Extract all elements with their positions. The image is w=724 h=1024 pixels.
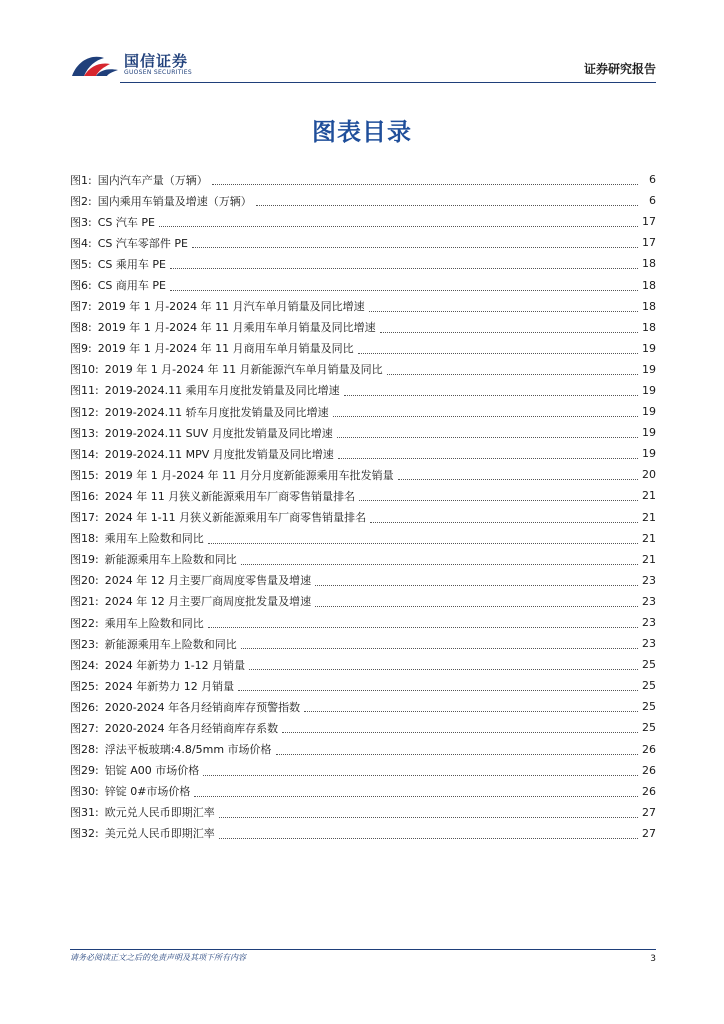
figure-title: CS 汽车零部件 PE [97, 236, 188, 250]
toc-entry[interactable] [70, 169, 656, 190]
guosen-logo [70, 48, 220, 82]
figure-number: 图16: [70, 489, 99, 503]
toc-entry[interactable] [70, 781, 656, 802]
dot-leader [192, 235, 638, 248]
figure-title: 乘用车上险数和同比 [104, 616, 204, 630]
toc-entry[interactable] [70, 296, 656, 317]
figure-number: 图14: [70, 447, 99, 461]
figure-title: 2019-2024.11 轿车月度批发销量及同比增速 [104, 405, 329, 419]
figure-number: 图9: [70, 342, 92, 356]
dot-leader [170, 256, 638, 269]
toc-entry[interactable] [70, 380, 656, 401]
figure-number: 图31: [70, 806, 99, 820]
figure-page-number: 21 [642, 510, 656, 524]
dot-leader [203, 763, 638, 776]
figure-page-number: 23 [642, 637, 656, 651]
toc-entry[interactable] [70, 696, 656, 717]
dot-leader [219, 826, 638, 839]
figure-title: 2019-2024.11 MPV 月度批发销量及同比增速 [104, 447, 334, 461]
figure-title: 国内汽车产量（万辆） [97, 173, 208, 187]
figure-title: CS 商用车 PE [97, 279, 166, 293]
figure-title: 2020-2024 年各月经销商库存预警指数 [104, 700, 301, 714]
dot-leader [276, 742, 638, 755]
dot-leader [249, 657, 638, 670]
toc-entry[interactable] [70, 485, 656, 506]
figure-page-number: 23 [642, 594, 656, 608]
figure-title: 2024 年新势力 1-12 月销量 [104, 658, 246, 672]
figure-page-number: 21 [642, 552, 656, 566]
figure-number: 图30: [70, 785, 99, 799]
figure-page-number: 25 [642, 658, 656, 672]
figure-title: 2019-2024.11 乘用车月度批发销量及同比增速 [104, 384, 340, 398]
figure-page-number: 19 [642, 341, 656, 355]
figure-page-number: 18 [642, 257, 656, 271]
figure-number: 图13: [70, 426, 99, 440]
dot-leader [256, 193, 638, 206]
figure-title: 美元兑人民币即期汇率 [104, 827, 215, 841]
figure-title: 铝锭 A00 市场价格 [104, 764, 200, 778]
dot-leader [387, 362, 638, 375]
toc-entry[interactable] [70, 190, 656, 211]
toc-entry[interactable] [70, 570, 656, 591]
figure-number: 图6: [70, 279, 92, 293]
toc-entry[interactable] [70, 317, 656, 338]
figure-title: CS 汽车 PE [97, 215, 155, 229]
figure-page-number: 19 [642, 405, 656, 419]
figure-title: 2019 年 1 月-2024 年 11 月新能源汽车单月销量及同比 [104, 363, 383, 377]
dot-leader [238, 678, 638, 691]
figure-number: 图4: [70, 236, 92, 250]
logo-chinese-name: 国信证券 [124, 52, 189, 70]
figure-page-number: 25 [642, 679, 656, 693]
toc-entry[interactable] [70, 211, 656, 232]
figure-number: 图32: [70, 827, 99, 841]
figure-title: 新能源乘用车上险数和同比 [104, 637, 237, 651]
figure-page-number: 25 [642, 721, 656, 735]
toc-entry[interactable] [70, 359, 656, 380]
dot-leader [398, 467, 638, 480]
figure-page-number: 27 [642, 826, 656, 840]
figure-title: 2019 年 1 月-2024 年 11 月乘用车单月销量及同比增速 [97, 321, 376, 335]
figure-title: 2020-2024 年各月经销商库存系数 [104, 721, 279, 735]
toc-entry[interactable] [70, 232, 656, 253]
figure-page-number: 17 [642, 215, 656, 229]
dot-leader [241, 552, 638, 565]
dot-leader [208, 531, 638, 544]
toc-entry[interactable] [70, 591, 656, 612]
figure-number: 图7: [70, 300, 92, 314]
figure-page-number: 19 [642, 362, 656, 376]
toc-entry[interactable] [70, 823, 656, 844]
figure-number: 图1: [70, 173, 92, 187]
figure-title: 新能源乘用车上险数和同比 [104, 553, 237, 567]
figure-number: 图23: [70, 637, 99, 651]
figure-page-number: 18 [642, 278, 656, 292]
figure-page-number: 20 [642, 468, 656, 482]
toc-entry[interactable] [70, 422, 656, 443]
toc-entry[interactable] [70, 464, 656, 485]
dot-leader [282, 720, 638, 733]
figure-number: 图11: [70, 384, 99, 398]
figure-number: 图15: [70, 468, 99, 482]
dot-leader [208, 615, 638, 628]
figure-number: 图18: [70, 532, 99, 546]
figure-number: 图21: [70, 595, 99, 609]
figure-number: 图24: [70, 658, 99, 672]
figure-title: 2019 年 1 月-2024 年 11 月商用车单月销量及同比 [97, 342, 354, 356]
dot-leader [380, 320, 638, 333]
figure-page-number: 17 [642, 236, 656, 250]
figure-page-number: 21 [642, 489, 656, 503]
page-title: 图表目录 [312, 118, 412, 146]
figure-title: 浮法平板玻璃:4.8/5mm 市场价格 [104, 743, 272, 757]
figure-number: 图25: [70, 679, 99, 693]
dot-leader [241, 636, 638, 649]
figure-page-number: 26 [642, 784, 656, 798]
figure-number: 图8: [70, 321, 92, 335]
dot-leader [315, 573, 638, 586]
toc-entry[interactable] [70, 253, 656, 274]
figure-number: 图28: [70, 743, 99, 757]
figure-list [70, 169, 656, 844]
figure-number: 图10: [70, 363, 99, 377]
figure-page-number: 18 [642, 320, 656, 334]
figure-page-number: 19 [642, 426, 656, 440]
toc-entry[interactable] [70, 739, 656, 760]
toc-entry[interactable] [70, 633, 656, 654]
figure-page-number: 6 [649, 194, 656, 208]
toc-entry[interactable] [70, 612, 656, 633]
figure-page-number: 19 [642, 383, 656, 397]
figure-title: 锌锭 0#市场价格 [104, 785, 191, 799]
figure-number: 图12: [70, 405, 99, 419]
figure-title: 国内乘用车销量及增速（万辆） [97, 194, 252, 208]
header-divider [120, 82, 656, 83]
figure-number: 图29: [70, 764, 99, 778]
figure-number: 图2: [70, 194, 92, 208]
figure-number: 图27: [70, 721, 99, 735]
figure-title: CS 乘用车 PE [97, 257, 166, 271]
figure-page-number: 26 [642, 763, 656, 777]
figure-title: 2024 年新势力 12 月销量 [104, 679, 235, 693]
guosen-logo-mark-icon [70, 50, 120, 80]
dot-leader [304, 699, 638, 712]
figure-page-number: 19 [642, 447, 656, 461]
dot-leader [170, 278, 638, 291]
figure-title: 2024 年 12 月主要厂商周度批发量及增速 [104, 595, 312, 609]
toc-entry[interactable] [70, 401, 656, 422]
figure-title: 欧元兑人民币即期汇率 [104, 806, 215, 820]
figure-number: 图5: [70, 257, 92, 271]
figure-page-number: 23 [642, 573, 656, 587]
dot-leader [194, 784, 638, 797]
dot-leader [159, 214, 638, 227]
footer-disclaimer: 请务必阅读正文之后的免责声明及其项下所有内容 [70, 953, 246, 962]
page-number: 3 [650, 954, 656, 964]
dot-leader [358, 341, 638, 354]
dot-leader [359, 488, 638, 501]
figure-title: 2024 年 1-11 月狭义新能源乘用车厂商零售销量排名 [104, 511, 367, 525]
figure-title: 乘用车上险数和同比 [104, 532, 204, 546]
figure-page-number: 23 [642, 616, 656, 630]
figure-page-number: 27 [642, 805, 656, 819]
logo-english-name: GUOSEN SECURITIES [124, 69, 193, 76]
figure-title: 2024 年 11 月狭义新能源乘用车厂商零售销量排名 [104, 489, 356, 503]
toc-entry[interactable] [70, 802, 656, 823]
toc-entry[interactable] [70, 675, 656, 696]
dot-leader [337, 425, 638, 438]
page-header [70, 48, 656, 82]
figure-page-number: 26 [642, 742, 656, 756]
dot-leader [315, 594, 638, 607]
toc-entry[interactable] [70, 760, 656, 781]
figure-number: 图22: [70, 616, 99, 630]
dot-leader [370, 510, 638, 523]
toc-entry[interactable] [70, 654, 656, 675]
figure-page-number: 25 [642, 700, 656, 714]
dot-leader [219, 805, 638, 818]
figure-title: 2019 年 1 月-2024 年 11 月汽车单月销量及同比增速 [97, 300, 365, 314]
figure-number: 图20: [70, 574, 99, 588]
toc-entry[interactable] [70, 274, 656, 295]
toc-entry[interactable] [70, 443, 656, 464]
figure-title: 2019-2024.11 SUV 月度批发销量及同比增速 [104, 426, 333, 440]
dot-leader [344, 383, 638, 396]
toc-entry[interactable] [70, 528, 656, 549]
figure-page-number: 6 [649, 173, 656, 187]
toc-entry[interactable] [70, 717, 656, 738]
dot-leader [333, 404, 638, 417]
figure-title: 2019 年 1 月-2024 年 11 月分月度新能源乘用车批发销量 [104, 468, 394, 482]
figure-number: 图3: [70, 215, 92, 229]
figure-number: 图26: [70, 700, 99, 714]
figure-number: 图19: [70, 553, 99, 567]
toc-entry[interactable] [70, 549, 656, 570]
figure-page-number: 21 [642, 531, 656, 545]
toc-entry[interactable] [70, 507, 656, 528]
dot-leader [212, 172, 638, 185]
figure-title: 2024 年 12 月主要厂商周度零售量及增速 [104, 574, 312, 588]
footer-divider [70, 949, 656, 950]
dot-leader [369, 299, 638, 312]
figure-number: 图17: [70, 511, 99, 525]
dot-leader [338, 446, 638, 459]
figure-page-number: 18 [642, 299, 656, 313]
report-type-label: 证券研究报告 [583, 62, 656, 76]
toc-entry[interactable] [70, 338, 656, 359]
